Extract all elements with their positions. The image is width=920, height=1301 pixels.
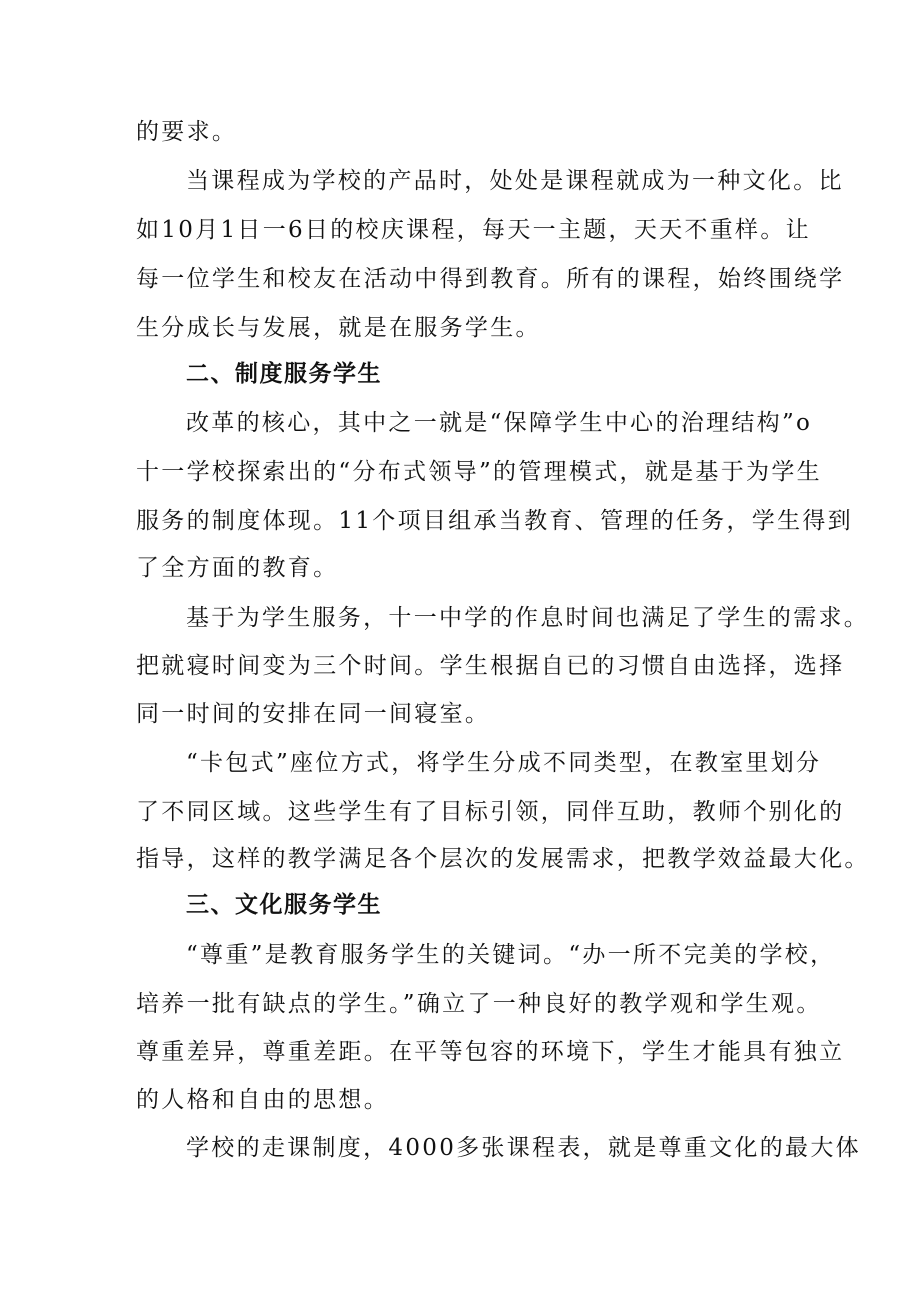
paragraph-2-line-2: 如10月1日一6日的校庆课程，每天一主题，天天不重样。让 xyxy=(136,217,811,243)
paragraph-4-line-1: 基于为学生服务，十一中学的作息时间也满足了学生的需求。 xyxy=(186,605,870,631)
paragraph-2-line-4: 生分成长与发展，就是在服务学生。 xyxy=(136,315,541,341)
paragraph-4-line-3: 同一时间的安排在同一间寝室。 xyxy=(136,701,491,727)
paragraph-2-line-1: 当课程成为学校的产品时，处处是课程就成为一种文化。比 xyxy=(186,168,844,194)
paragraph-7-line-1: 学校的走课制度，4000多张课程表，就是尊重文化的最大体 xyxy=(186,1135,861,1161)
paragraph-6-line-2: 培养一批有缺点的学生。”确立了一种良好的教学观和学生观。 xyxy=(136,991,822,1017)
paragraph-1-line-1: 的要求。 xyxy=(136,119,238,145)
paragraph-6-line-4: 的人格和自由的思想。 xyxy=(136,1087,389,1113)
paragraph-6-line-1: “尊重”是教育服务学生的关键词。“办一所不完美的学校， xyxy=(186,942,836,968)
paragraph-3-line-1: 改革的核心，其中之一就是“保障学生中心的治理结构”o xyxy=(186,410,813,436)
section-heading-2: 二、制度服务学生 xyxy=(186,361,382,387)
paragraph-5-line-3: 指导，这样的教学满足各个层次的发展需求，把教学效益最大化。 xyxy=(136,846,870,872)
paragraph-4-line-2: 把就寝时间变为三个时间。学生根据自已的习惯自由选择，选择 xyxy=(136,653,845,679)
paragraph-3-line-4: 了全方面的教育。 xyxy=(136,555,339,581)
paragraph-3-line-3: 服务的制度体现。11个项目组承当教育、管理的任务，学生得到 xyxy=(136,508,853,534)
section-heading-3: 三、文化服务学生 xyxy=(186,892,382,918)
paragraph-6-line-3: 尊重差异，尊重差距。在平等包容的环境下，学生才能具有独立 xyxy=(136,1039,845,1065)
paragraph-3-line-2: 十一学校探索出的“分布式领导”的管理模式，就是基于为学生 xyxy=(136,459,822,485)
paragraph-5-line-1: “卡包式”座位方式，将学生分成不同类型，在教室里划分 xyxy=(186,750,822,776)
paragraph-2-line-3: 每一位学生和校友在活动中得到教育。所有的课程，始终围绕学 xyxy=(136,266,845,292)
paragraph-5-line-2: 了不同区域。这些学生有了目标引领，同伴互助，教师个别化的 xyxy=(136,799,845,825)
